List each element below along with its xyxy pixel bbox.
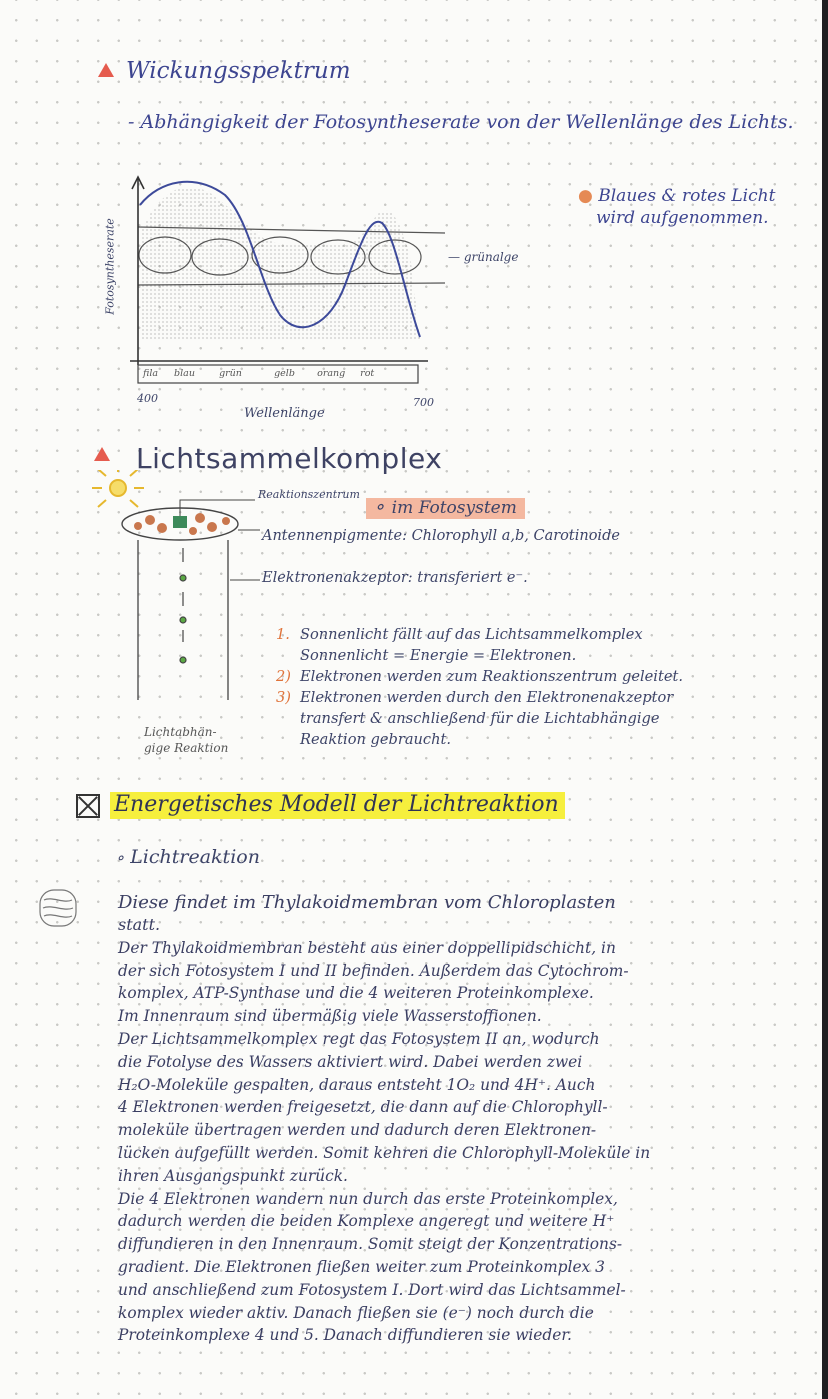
tick-700: 700 (413, 396, 434, 409)
notebook-binding-edge (822, 0, 828, 1399)
spectrum-label-gruen: grün (219, 368, 242, 379)
bullet-dot-icon-3: ⚬ (114, 851, 131, 867)
dash-icon: - (128, 111, 141, 133)
spectrum-label-rot: rot (360, 368, 375, 379)
body-line: ihren Ausgangspunkt zurück. (118, 1166, 348, 1185)
step-line-4: Elektronen werden durch den Elektronenakzeptor (300, 689, 674, 706)
step-line-5: transfert & anschließend für die Lichtabhängige (300, 710, 660, 727)
section1-bullet (128, 110, 828, 135)
label-elektronen: Elektronenakzeptor: transferiert e⁻. (262, 570, 528, 586)
sun-icon (92, 470, 144, 507)
section3-subheading: Lichtreaktion (130, 846, 260, 868)
note-block (578, 185, 775, 229)
tick-400: 400 (137, 392, 158, 405)
body-line: Proteinkomplexe 4 und 5. Danach diffundieren sie wieder. (118, 1326, 572, 1345)
body-line: Der Lichtsammelkomplex regt das Fotosystem II an, wodurch (118, 1029, 600, 1048)
body-line: der sich Fotosystem I und II befinden. Außerdem das Cytochrom- (118, 961, 629, 980)
subheading-row (114, 846, 260, 868)
membrane-icon (38, 888, 78, 928)
body-line: komplex, ATP-Synthase und die 4 weiteren Proteinkomplexe. (118, 984, 594, 1003)
step-line-3: Elektronen werden zum Reaktionszentrum geleitet. (300, 668, 683, 685)
note-line2: wird aufgenommen. (596, 208, 769, 228)
spectrum-label-gelb: gelb (274, 368, 295, 379)
label-reaktionszentrum: Reaktionszentrum (258, 488, 360, 501)
body-line: diffundieren in den Innenraum. Somit steigt der Konzentrations- (118, 1235, 623, 1254)
step-num-1: 1. (276, 626, 290, 643)
spectrum-label-blau: blau (174, 368, 195, 379)
lichtsammel-diagram (80, 470, 260, 710)
label-antennen: Antennenpigmente: Chlorophyll a,b, Carotinoide (262, 528, 620, 544)
body-text (118, 892, 650, 1347)
reaction-center-square (173, 516, 187, 528)
spectrum-label-fila: fila (143, 368, 159, 379)
body-line: Im Innenraum sind übermäßig viele Wasserstoffionen. (118, 1007, 542, 1026)
body-line: Die 4 Elektronen wandern nun durch das erste Proteinkomplex, (118, 1189, 618, 1208)
caption-line1: Lichtabhän- (144, 725, 217, 739)
label-fotosystem (366, 498, 525, 519)
step-num-3: 3) (276, 689, 291, 706)
body-line: die Fotolyse des Wassers aktiviert wird. Dabei werden zwei (118, 1052, 583, 1071)
section1-title: Wickungsspektrum (126, 58, 351, 84)
absorption-area (140, 187, 420, 340)
label-fotosystem-text: im Fotosystem (391, 498, 517, 518)
electron-arrows (180, 548, 186, 663)
body-line: H₂O-Moleküle gespalten, daraus entsteht 1O₂ und 4H⁺. Auch (118, 1075, 596, 1094)
spectrum-labels (143, 368, 390, 379)
steps-list (276, 624, 683, 750)
body-line: und anschließend zum Fotosystem I. Dort wird das Lichtsammel- (118, 1280, 626, 1299)
axis-y-label: Fotosyntheserate (103, 218, 117, 315)
section3-title-wrap (110, 792, 565, 817)
warning-triangle-icon (98, 62, 114, 81)
step-num-2: 2) (276, 668, 291, 685)
gruenalge-label: — grünalge (448, 250, 519, 264)
body-line: Der Thylakoidmembran besteht aus einer doppellipidschicht, in (118, 938, 616, 957)
checkbox-icon (76, 794, 100, 818)
body-line: statt. (118, 915, 161, 934)
spectrum-label-orang: orang (317, 368, 346, 379)
body-line: dadurch werden die beiden Komplexe angeregt und weitere H⁺ (118, 1212, 615, 1231)
body-line: gradient. Die Elektronen fließen weiter zum Proteinkomplex 3 (118, 1257, 605, 1276)
body-line: komplex wieder aktiv. Danach fließen sie (e⁻) noch durch die (118, 1303, 594, 1322)
step-line-2: Sonnenlicht = Energie = Elektronen. (300, 647, 577, 664)
section1-bullet-text: Abhängigkeit der Fotosyntheserate von der Wellenlänge des Lichts. (140, 111, 794, 133)
caption-line2: gige Reaktion (144, 741, 229, 755)
section3-title: Energetisches Modell der Lichtreaktion (110, 792, 565, 819)
diagram-caption (144, 724, 228, 756)
body-line: moleküle übertragen werden und dadurch deren Elektronen- (118, 1121, 597, 1140)
body-line: Diese findet im Thylakoidmembran vom Chloroplasten (118, 892, 616, 913)
body-line: 4 Elektronen werden freigesetzt, die dann auf die Chlorophyll- (118, 1098, 608, 1117)
bullet-dot-icon-2: ⚬ (372, 498, 392, 518)
step-line-1: Sonnenlicht fällt auf das Lichtsammelkomplex (300, 626, 643, 643)
body-line: lücken aufgefüllt werden. Somit kehren die Chlorophyll-Moleküle in (118, 1143, 651, 1162)
note-line1: Blaues & rotes Licht (598, 186, 776, 206)
label-fotosystem-wrap (366, 498, 525, 518)
axis-x-label: Wellenlänge (244, 406, 325, 421)
bullet-dot-icon: ● (578, 186, 599, 206)
section2-title: Lichtsammelkomplex (136, 442, 443, 475)
warning-triangle-icon-2 (94, 446, 110, 465)
step-line-6: Reaktion gebraucht. (300, 731, 451, 748)
